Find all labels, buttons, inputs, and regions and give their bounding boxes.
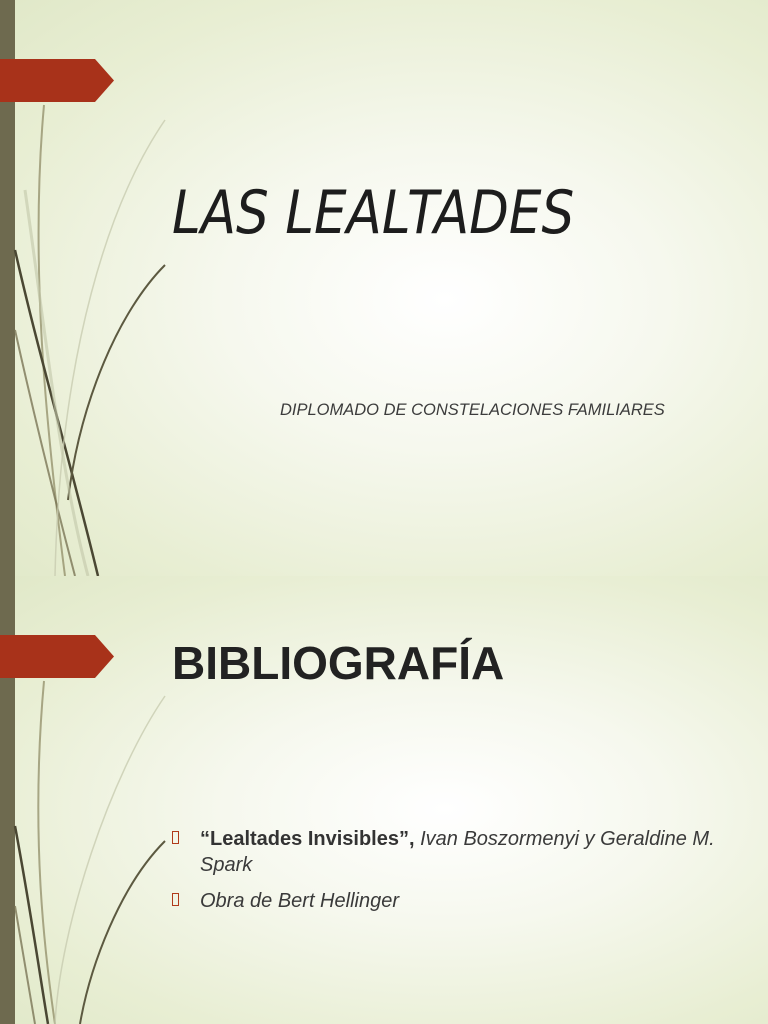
bibliography-list <box>172 826 732 924</box>
book-title: “Lealtades Invisibles”, <box>200 828 415 850</box>
book-authors: Ivan Boszormenyi y Geraldine M. Spark <box>200 828 715 876</box>
slide-title: BIBLIOGRAFÍA <box>172 637 505 689</box>
list-item <box>172 826 732 878</box>
slide-title: LAS LEALTADES <box>172 178 575 248</box>
list-item <box>172 888 732 914</box>
arrow-flag-icon <box>0 635 114 678</box>
book-reference: Obra de Bert Hellinger <box>200 890 399 912</box>
arrow-flag-icon <box>0 59 114 102</box>
bullet-square-icon <box>172 893 179 906</box>
bullet-square-icon <box>172 831 179 844</box>
slide-subtitle: DIPLOMADO DE CONSTELACIONES FAMILIARES <box>280 401 665 419</box>
bibliography-slide <box>0 576 768 1024</box>
